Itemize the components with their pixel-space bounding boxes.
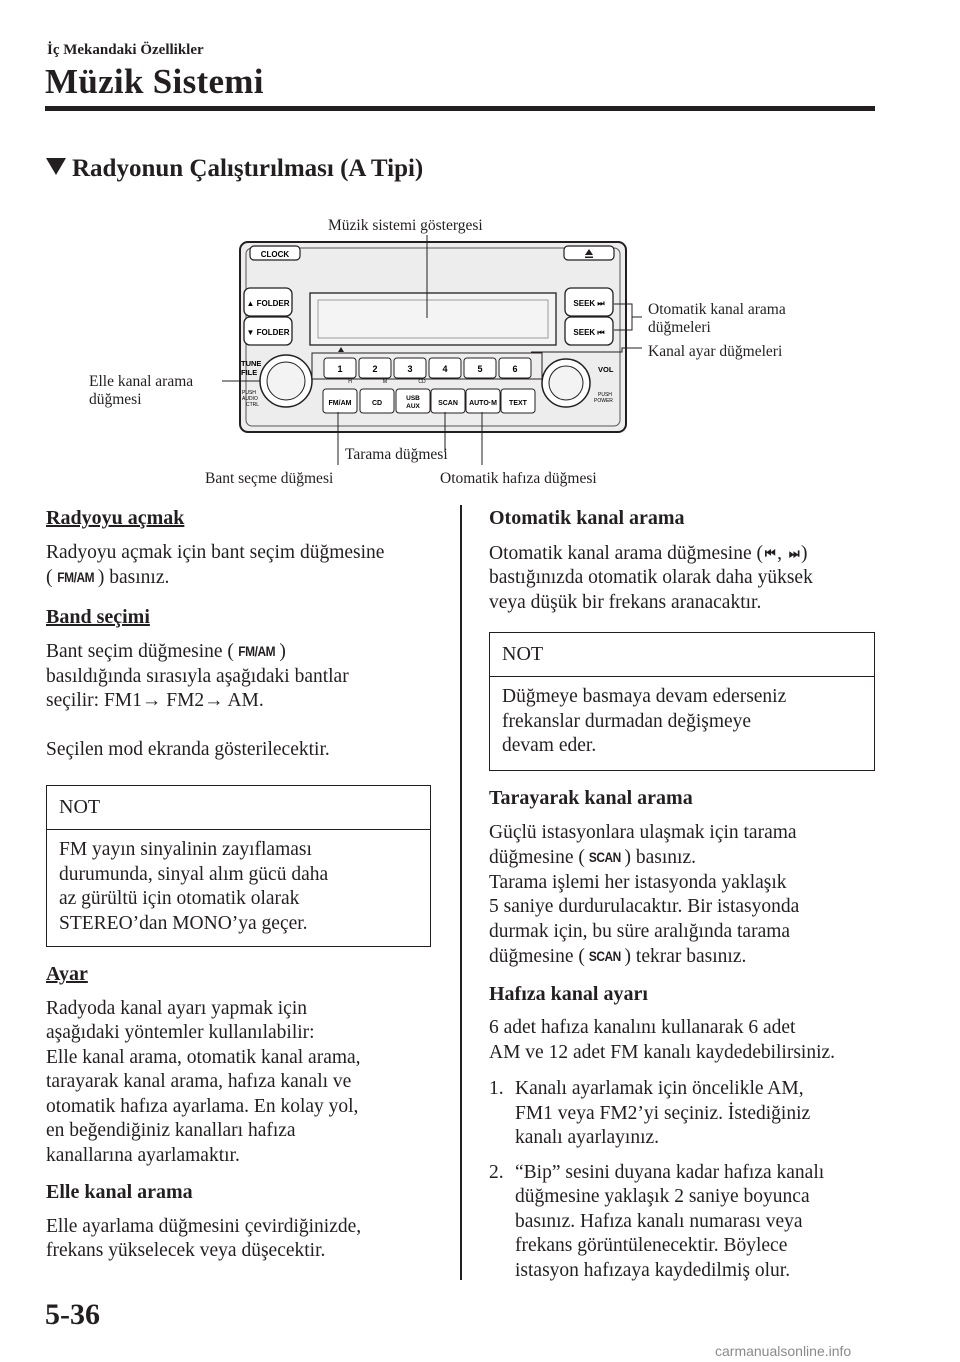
usb-label: USB	[406, 395, 420, 402]
label-presets: Kanal ayar düğmeleri	[648, 343, 783, 360]
scan-line-2a: düğmesine (	[489, 847, 585, 868]
note-1-title: NOT	[47, 786, 430, 830]
push-power-label-2: POWER	[594, 398, 613, 404]
seek-line-1a: Otomatik kanal arama düğmesine (	[489, 542, 763, 564]
right-column	[489, 506, 889, 615]
left-column-lower	[46, 962, 446, 1264]
note-box-2	[489, 632, 875, 771]
label-manual-2: düğmesi	[89, 391, 142, 408]
memory-title: Hafıza kanal ayarı	[489, 982, 648, 1005]
fm-am-button-icon: FM/AM	[56, 569, 94, 585]
scan-line-2	[489, 845, 889, 871]
fm-am-label: FM/AM	[328, 400, 352, 407]
scan-line-6	[489, 944, 889, 970]
scan-line-4: 5 saniye durdurulacaktır. Bir istasyonda	[489, 896, 800, 917]
tune-line: tarayarak kanal arama, hafıza kanalı ve	[46, 1071, 352, 1092]
section-heading-text: Radyonun Çalıştırılması (A Tipi)	[72, 155, 424, 182]
seek-line: bastığınızda otomatik olarak daha yüksek	[489, 567, 813, 588]
band-line-1a: Bant seçim düğmesine (	[46, 641, 234, 662]
note-1-line: az gürültü için otomatik olarak	[59, 888, 300, 909]
list-item-line: “Bip” sesini duyana kadar hafıza kanalı	[515, 1161, 825, 1183]
note-2-line: devam eder.	[502, 735, 597, 756]
note-box-1	[46, 785, 431, 947]
label-manual-1: Elle kanal arama	[89, 373, 194, 390]
section-label: İç Mekandaki Özellikler	[47, 42, 204, 58]
push-power-label-1: PUSH	[598, 392, 612, 398]
tune-line: kanallarına ayarlamaktır.	[46, 1144, 240, 1166]
note-2-title: NOT	[490, 633, 874, 677]
list-item-number: 2.	[489, 1161, 504, 1183]
list-item-line: frekans görüntülenecektir. Böylece	[515, 1235, 788, 1256]
seek-back-icon: ⏮	[764, 544, 776, 561]
preset-1: 1	[337, 364, 343, 374]
seek-title: Otomatik kanal arama	[489, 507, 685, 529]
seek-back-label: SEEK ⏮	[573, 328, 605, 337]
clock-label: CLOCK	[260, 250, 290, 259]
note-2-body	[490, 677, 874, 769]
scan-line-1: Güçlü istasyonlara ulaşmak için tarama	[489, 821, 797, 843]
seek-line: veya düşük bir frekans aranacaktır.	[489, 591, 762, 613]
scan-line-5: durmak için, bu süre aralığında tarama	[489, 920, 791, 942]
seek-sep: ,	[777, 542, 782, 564]
page-title: Müzik Sistemi	[45, 62, 264, 101]
label-seek-1: Otomatik kanal arama	[648, 301, 786, 318]
scan-line-2b: ) basınız.	[624, 847, 697, 868]
preset-6: 6	[512, 364, 518, 374]
radio-on-line-1: Radyoyu açmak için bant seçim düğmesine	[46, 541, 385, 563]
seek-forward-label: SEEK ⏭	[573, 299, 605, 308]
audio-label: AUDIO	[242, 396, 258, 402]
watermark: carmanualsonline.info	[715, 1343, 852, 1359]
memory-line: 6 adet hafıza kanalını kullanarak 6 adet	[489, 1017, 796, 1038]
auto-m-label: AUTO·M	[469, 400, 497, 407]
preset-3: 3	[407, 364, 413, 374]
column-divider	[460, 505, 462, 1280]
preset-sub-h: H	[348, 379, 352, 385]
tune-line: Radyoda kanal ayarı yapmak için	[46, 997, 307, 1019]
note-1-line: FM yayın sinyalinin zayıflaması	[59, 839, 312, 860]
tune-title: Ayar	[46, 963, 88, 985]
preset-sub-cd: CD	[418, 379, 426, 385]
function-buttons	[323, 389, 535, 413]
folder-up-label: ▲ FOLDER	[246, 299, 290, 308]
preset-4: 4	[442, 364, 448, 374]
radio-on-line-2	[46, 565, 436, 591]
tune-line: en beğendiğiniz kanalları hafıza	[46, 1120, 296, 1141]
page-number: 5-36	[45, 1298, 100, 1331]
label-auto-memory: Otomatik hafıza düğmesi	[440, 470, 597, 487]
cd-label: CD	[371, 400, 383, 407]
seek-line-1	[489, 541, 889, 567]
note-1-line: STEREO’dan MONO’ya geçer.	[59, 912, 308, 934]
preset-2: 2	[372, 364, 378, 374]
scan-button-icon: SCAN	[588, 948, 621, 964]
manual-title: Elle kanal arama	[46, 1181, 193, 1203]
band-line-2: basıldığında sırasıyla aşağıdaki bantlar	[46, 665, 349, 687]
left-column	[46, 506, 436, 762]
note-2-line: Düğmeye basmaya devam ederseniz	[502, 686, 787, 707]
vol-label: VOL	[598, 365, 614, 374]
manual-line: frekans yükselecek veya düşecektir.	[46, 1240, 326, 1261]
preset-sub-m: M	[382, 379, 388, 385]
label-seek-2: düğmeleri	[648, 319, 711, 336]
label-display: Müzik sistemi göstergesi	[328, 217, 483, 234]
tune-label: TUNE	[241, 359, 262, 368]
paren-open: (	[46, 567, 53, 588]
tune-line: otomatik hafıza ayarlama. En kolay yol,	[46, 1095, 359, 1117]
scan-label: SCAN	[438, 400, 458, 407]
music-display	[310, 293, 556, 345]
section-heading	[46, 155, 423, 183]
scan-button-icon: SCAN	[588, 849, 621, 865]
memory-line: AM ve 12 adet FM kanalı kaydedebilirsiniz.	[489, 1041, 836, 1063]
file-label: FILE	[241, 368, 258, 377]
scan-title: Tarayarak kanal arama	[489, 787, 693, 809]
scan-line-3: Tarama işlemi her istasyonda yaklaşık	[489, 871, 787, 893]
band-line-1b: )	[279, 641, 286, 662]
right-column-lower	[489, 786, 889, 1283]
radio-figure	[0, 200, 960, 500]
label-scan: Tarama düğmesi	[345, 446, 448, 463]
list-item-line: FM1 veya FM2’yi seçiniz. İstediğiniz	[515, 1102, 811, 1124]
scan-line-6b: ) tekrar basınız.	[624, 946, 747, 967]
list-item-line: basınız. Hafıza kanalı numarası veya	[515, 1210, 803, 1232]
note-1-line: durumunda, sinyal alım gücü daha	[59, 863, 329, 885]
band-line-1	[46, 639, 436, 665]
band-line-3: seçilir: FM1→ FM2→ AM.	[46, 690, 264, 711]
list-item-line: istasyon hafızaya kaydedilmiş olur.	[515, 1259, 791, 1281]
list-item-line: düğmesine yaklaşık 2 saniye boyunca	[515, 1186, 810, 1207]
note-2-line: frekanslar durmadan değişmeye	[502, 710, 752, 732]
tune-line: aşağıdaki yöntemler kullanılabilir:	[46, 1022, 315, 1043]
text-label: TEXT	[509, 400, 527, 407]
folder-down-label: ▼ FOLDER	[246, 328, 290, 337]
band-title: Band seçimi	[46, 605, 150, 628]
list-item-line: Kanalı ayarlamak için öncelikle AM,	[515, 1078, 804, 1099]
list-item-line: kanalı ayarlayınız.	[515, 1127, 660, 1148]
list-item-number: 1.	[489, 1078, 504, 1099]
scan-line-6a: düğmesine (	[489, 946, 585, 967]
list-item	[489, 1161, 889, 1284]
seek-forward-icon: ⏭	[788, 544, 800, 561]
preset-5: 5	[477, 364, 483, 374]
manual-line: Elle ayarlama düğmesini çevirdiğinizde,	[46, 1215, 362, 1237]
ctrl-label: CTRL	[246, 402, 260, 408]
fm-am-button-icon: FM/AM	[238, 643, 276, 659]
tune-line: Elle kanal arama, otomatik kanal arama,	[46, 1046, 361, 1068]
note-1-body	[47, 830, 430, 946]
radio-on-tail: ) basınız.	[97, 567, 170, 588]
band-line-4: Seçilen mod ekranda gösterilecektir.	[46, 738, 330, 760]
label-band: Bant seçme düğmesi	[205, 470, 334, 487]
triangle-down-icon	[46, 158, 66, 175]
radio-on-title: Radyoyu açmak	[46, 507, 185, 529]
seek-line-1b: )	[800, 542, 808, 564]
title-rule	[45, 106, 875, 111]
push-label: PUSH	[242, 390, 256, 396]
aux-label: AUX	[406, 403, 420, 410]
list-item	[489, 1077, 889, 1151]
